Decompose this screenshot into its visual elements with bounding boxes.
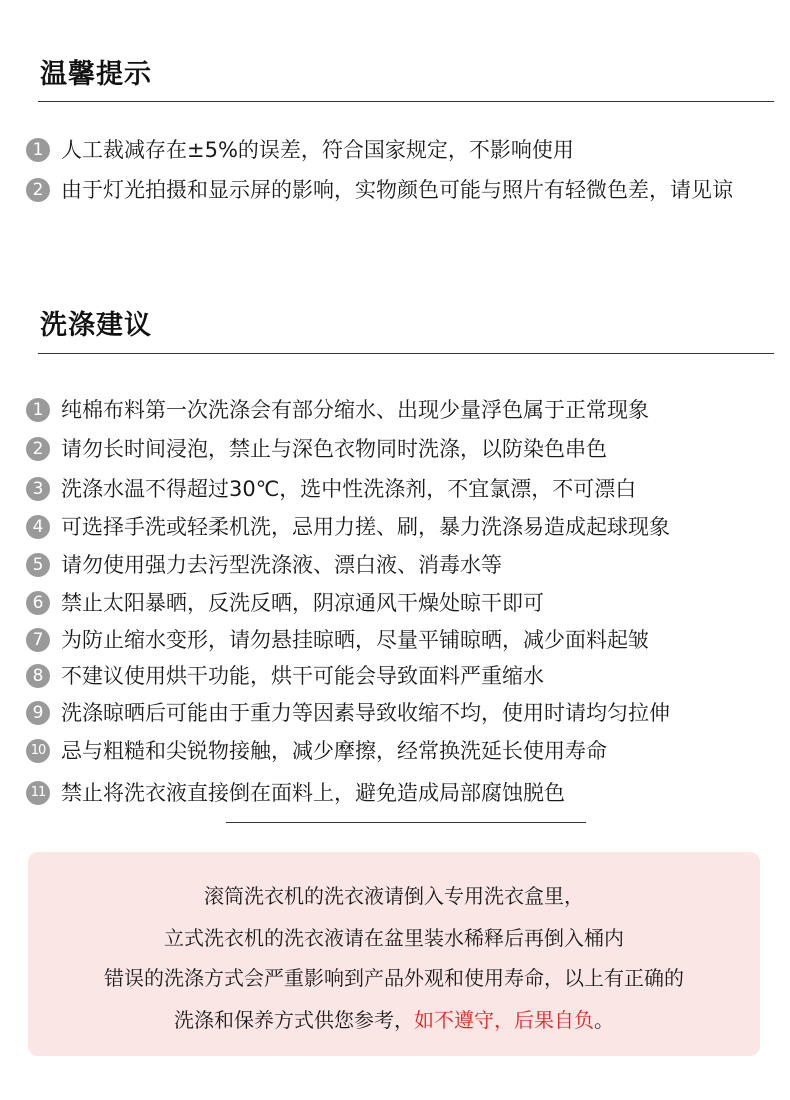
- washing-item-4: [26, 513, 780, 541]
- number-badge-icon: 9: [26, 701, 50, 725]
- washing-item-2: [26, 435, 780, 463]
- notice-box: [28, 852, 760, 1056]
- tips-item-text: 由于灯光拍摄和显示屏的影响，实物颜色可能与照片有轻微色差，请见谅: [61, 178, 733, 202]
- number-badge-icon: 6: [26, 591, 50, 615]
- notice-line-4-prefix: 洗涤和保养方式供您参考，: [174, 1008, 414, 1032]
- section-end-divider: [226, 822, 586, 823]
- number-badge-icon: 7: [26, 628, 50, 652]
- washing-item-text: 洗涤水温不得超过30℃，选中性洗涤剂，不宜氯漂，不可漂白: [61, 477, 637, 501]
- tips-divider: [38, 101, 774, 102]
- number-badge-icon: 2: [26, 178, 50, 202]
- washing-item-10: [26, 737, 780, 765]
- washing-item-text: 不建议使用烘干功能，烘干可能会导致面料严重缩水: [61, 664, 544, 688]
- washing-divider: [38, 353, 774, 354]
- washing-item-text: 为防止缩水变形，请勿悬挂晾晒，尽量平铺晾晒，减少面料起皱: [61, 628, 649, 652]
- number-badge-icon: 11: [26, 781, 50, 805]
- notice-line-2: 立式洗衣机的洗衣液请在盆里装水稀释后再倒入桶内: [164, 926, 624, 950]
- washing-item-8: [26, 662, 780, 690]
- tips-item-text: 人工裁减存在±5%的误差，符合国家规定，不影响使用: [61, 138, 574, 162]
- washing-item-6: [26, 589, 780, 617]
- washing-item-text: 可选择手洗或轻柔机洗，忌用力搓、刷，暴力洗涤易造成起球现象: [61, 515, 670, 539]
- number-badge-icon: 1: [26, 398, 50, 422]
- number-badge-icon: 10: [26, 739, 50, 763]
- tips-item-2: [26, 176, 766, 210]
- washing-item-1: [26, 396, 780, 424]
- number-badge-icon: 4: [26, 515, 50, 539]
- washing-title: 洗涤建议: [40, 310, 152, 341]
- washing-item-text: 洗涤晾晒后可能由于重力等因素导致收缩不均，使用时请均匀拉伸: [61, 701, 670, 725]
- washing-item-text: 纯棉布料第一次洗涤会有部分缩水、出现少量浮色属于正常现象: [61, 398, 649, 422]
- tips-item-1: [26, 136, 780, 164]
- washing-item-text: 请勿使用强力去污型洗涤液、漂白液、消毒水等: [61, 553, 502, 577]
- number-badge-icon: 8: [26, 664, 50, 688]
- washing-item-11: [26, 779, 780, 807]
- tips-title: 温馨提示: [40, 59, 152, 90]
- notice-line-4-suffix: 。: [594, 1008, 614, 1032]
- number-badge-icon: 1: [26, 138, 50, 162]
- washing-item-7: [26, 626, 780, 654]
- notice-line-1: 滚筒洗衣机的洗衣液请倒入专用洗衣盒里，: [204, 884, 584, 908]
- washing-item-text: 禁止将洗衣液直接倒在面料上，避免造成局部腐蚀脱色: [61, 781, 565, 805]
- washing-item-5: [26, 551, 780, 579]
- washing-item-text: 禁止太阳暴晒，反洗反晒，阴凉通风干燥处晾干即可: [61, 591, 544, 615]
- number-badge-icon: 2: [26, 437, 50, 461]
- washing-item-text: 忌与粗糙和尖锐物接触，减少摩擦，经常换洗延长使用寿命: [61, 739, 607, 763]
- number-badge-icon: 3: [26, 477, 50, 501]
- number-badge-icon: 5: [26, 553, 50, 577]
- notice-warning-text: 如不遵守，后果自负: [414, 1008, 594, 1032]
- notice-line-3: 错误的洗涤方式会严重影响到产品外观和使用寿命，以上有正确的: [104, 966, 684, 990]
- washing-item-9: [26, 699, 780, 727]
- washing-item-3: [26, 475, 780, 503]
- notice-line-4: [28, 1004, 760, 1033]
- washing-item-text: 请勿长时间浸泡，禁止与深色衣物同时洗涤，以防染色串色: [61, 437, 607, 461]
